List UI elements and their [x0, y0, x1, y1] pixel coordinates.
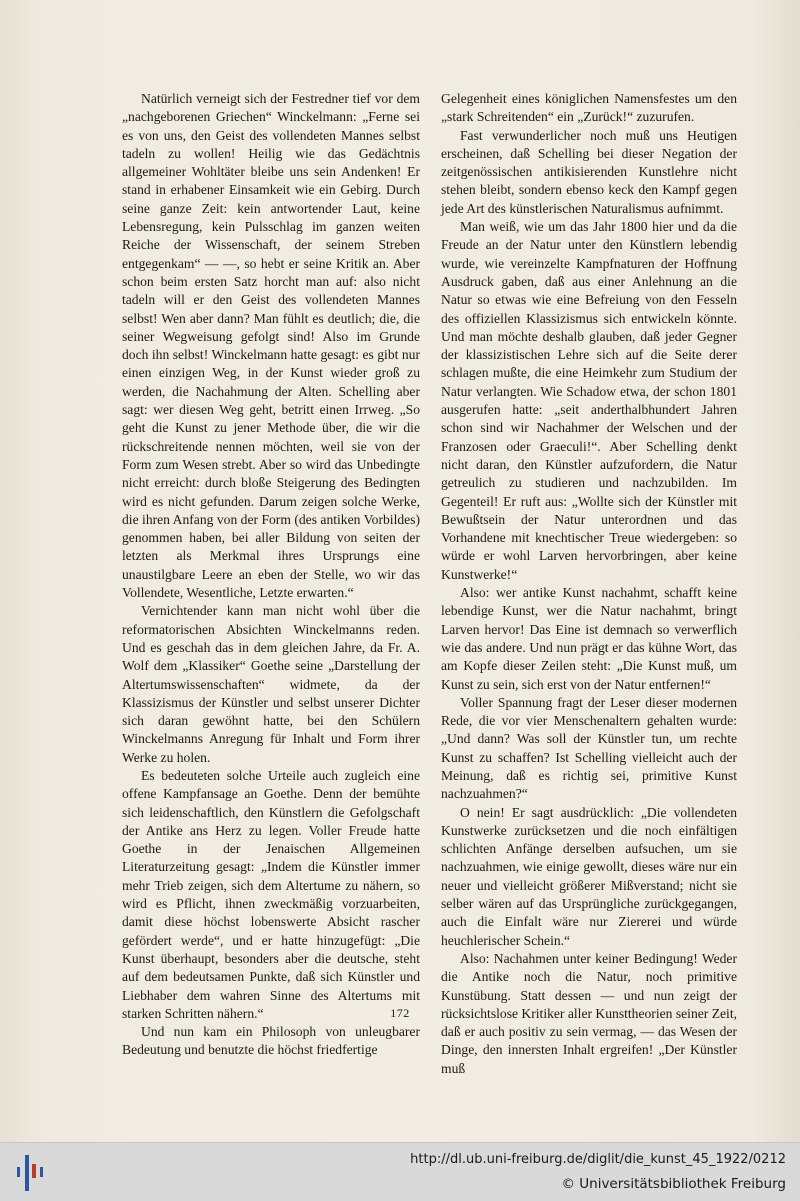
paragraph: Also: Nachahmen unter keiner Bedingung! Weder die Antike noch die Natur, noch primitive Kunstübung. Statt dessen — und nun zeigt der rücksichtslose Kritiker aller Kunsttheorien seiner Zeit, daß er auch positiv zu sein vermag, — das Wesen der Dinge, den innersten Inhalt ergreifen! „Der Künstler muß: [441, 950, 737, 1076]
paragraph: Voller Spannung fragt der Leser dieser modernen Rede, die vor vier Menschenaltern gehalten wurde: „Und dann? Was soll der Künstler tun, um rechte Kunst zu schaffen? Ist Schelling vielleicht auch der Meinung, daß es richtig sei, primitive Kunst nachzuahmen?“: [441, 694, 737, 802]
permalink-url[interactable]: http://dl.ub.uni-freiburg.de/diglit/die_kunst_45_1922/0212: [410, 1152, 786, 1167]
paragraph: Natürlich verneigt sich der Festredner tief vor dem „nachgeborenen Griechen“ Winckelmann: „Ferne sei es von uns, den Geist des vollendeten Mannes selbst tadeln zu wollen! Heilig wie das Gedächtnis allgemeiner Wohltäter bleibe uns sein Andenken! Er stand in erhabener Einsamkeit wie ein Gebirg. Durch seine ganze Zeit: kein antwortender Laut, keine Lebensregung, kein Pulsschlag im ganzen weiten Reiche der Wissenschaft, der seinem Streben entgegenkam“ — —, so hebt er seine Kritik an. Aber schon beim ersten Satz horcht man auf: also nicht tadeln will er den Geist des vollendeten Mannes selbst! Wen aber dann? Man fühlt es deutlich; die, die seiner Wegweisung gefolgt sind! Also im Grunde doch ihn selbst! Winckelmann hatte gesagt: es gibt nur einen einzigen Weg, in der Kunst wieder groß zu werden, die Nachahmung der Alten. Schelling aber sagt: wer diesen Weg geht, betritt einen Irrweg. „So geht die Kunst zu jener Methode über, die wir die rückschreitende nennen möchten, weil sie von der Form zum Wesen strebt. Aber so wird das Unbedingte nicht erreicht: durch bloße Steigerung des Bedingten wird es nicht gefunden. Darum zeigen solche Werke, die ihren Anfang von der Form (des antiken Vorbildes) genommen haben, bei aller Bildung von seiten der letzten als Merkmal ihres Ursprungs eine unaustilgbare Leere an eben der Stelle, wo wir das Vollendete, Wesentliche, Letzte erwarten.“: [122, 91, 420, 601]
paragraph: Es bedeuteten solche Urteile auch zugleich eine offene Kampfansage an Goethe. Denn der bemühte sich leidenschaftlich, den Künstlern die Gefolgschaft der Antike ans Herz zu legen. Voller Freude hatte Goethe in der Jenaischen Allgemeinen Literaturzeitung gesagt: „Indem die Künstler immer mehr Trieb zeigen, sich dem Altertume zu nähern, so wird es Pflicht, ihnen zweckmäßig vorzuarbeiten, damit diese höchst lobenswerte Absicht rascher gefördert werde“, und er hatte hinzugefügt: „Die Kunst überhaupt, besonders aber die deutsche, steht auf dem bedeutsamen Punkte, daß sich Künstler und Liebhaber dem wahren Sinne des Altertums mit starken Schritten nähern.“: [122, 767, 420, 1021]
paragraph: O nein! Er sagt ausdrücklich: „Die vollendeten Kunstwerke zurücksetzen und die noch einfältigen schlichten Anfänge derselben aufsuchen, um sie nachzuahmen, wie einige gewollt, dieses wäre nur ein neuer und vielleicht größerer Mißverstand; nicht sie selber wären auf das Ursprüngliche zurückgegangen, auch die Einfalt wäre nur Ziererei und würde heuchlerischer Schein.“: [441, 804, 737, 948]
right-text-column: [441, 90, 737, 1078]
left-text-column: [122, 90, 420, 1060]
page-number: 172: [390, 1006, 410, 1020]
copyright-notice: © Universitätsbibliothek Freiburg: [561, 1176, 786, 1192]
paragraph: Man weiß, wie um das Jahr 1800 hier und da die Freude an der Natur unter den Künstlern lebendig wurde, wie vereinzelte Kampfnaturen der Hoffnung Ausdruck gaben, daß aus einer Anlehnung an die Natur so etwas wie eine Befreiung von den Fesseln des offiziellen Klassizismus sich entwickeln könnte. Und man möchte deshalb glauben, daß jeder Gegner der klassizistischen Lehre sich auf die Seite derer schlagen mußte, die eine Heimkehr zum Studium der Natur verlangten. Wie Schadow etwa, der schon 1801 ausgerufen hatte: „seit anderthalbhundert Jahren schon sind wir Nachahmer der Welschen und der Franzosen oder Graeculi!“. Aber Schelling denkt nicht daran, den Künstler aufzufordern, die Natur getreulich zu studieren und nachzubilden. Im Gegenteil! Er ruft aus: „Wollte sich der Künstler mit Bewußtsein der Natur unterordnen und das Vorhandene mit knechtischer Treue wiedergeben: so würde er wohl Larven hervorbringen, aber keine Kunstwerke!“: [441, 219, 737, 582]
paragraph: Vernichtender kann man nicht wohl über die reformatorischen Absichten Winckelmanns reden. Und es geschah das in dem gleichen Jahre, da Fr. A. Wolf dem „Klassiker“ Goethe seine „Darstellung der Altertumswissenschaften“ widmete, da der Klassizismus der Künstler und selbst unserer Dichter sich daran gewöhnt hatte, bei den Schülern Winckelmanns Anregung für Inhalt und Form ihrer Werke zu holen.: [122, 603, 420, 765]
paragraph-continuation: Gelegenheit eines königlichen Namensfestes um den „stark Schreitenden“ ein „Zurück!“ zuzurufen.: [441, 91, 737, 125]
paragraph: Und nun kam ein Philosoph von unleugbarer Bedeutung und benutzte die höchst friedfertige: [122, 1024, 420, 1058]
paragraph: Fast verwunderlicher noch muß uns Heutigen erscheinen, daß Schelling bei dieser Negation der zeitgenössischen antikisierenden Kunstlehre nicht stehen bleibt, sondern ebenso keck den Kampf gegen jede Art des künstlerischen Naturalismus aufnimmt.: [441, 127, 737, 216]
viewer-footer: [0, 1142, 800, 1201]
paragraph: Also: wer antike Kunst nachahmt, schafft keine lebendige Kunst, wer die Natur nachahmt, bringt Larven hervor! Das Eine ist demnach so verwerflich wie das andere. Und nun prägt er das kühne Wort, das am Kopfe dieser Zeilen steht: „Die Kunst muß, um Kunst zu sein, sich erst von der Natur entfernen!“: [441, 585, 737, 692]
ub-freiburg-logo-icon: [14, 1151, 48, 1193]
